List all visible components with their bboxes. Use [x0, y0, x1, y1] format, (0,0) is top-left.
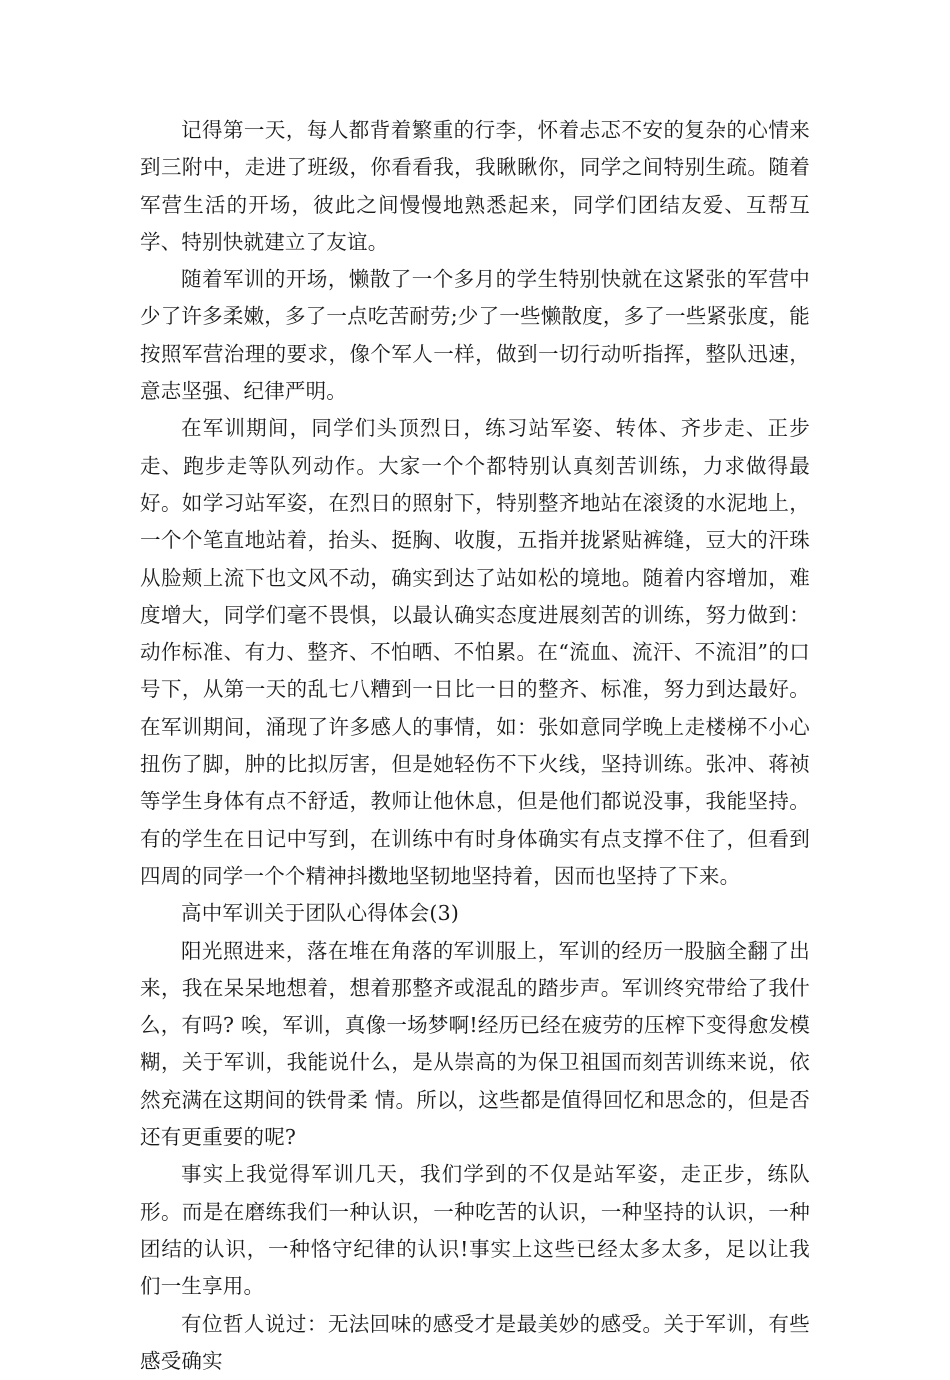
paragraph-sunlight: 阳光照进来，落在堆在角落的军训服上，军训的经历一股脑全翻了出来，我在呆呆地想着，想着那整齐或混乱的踏步声。军训终究带给了我什么，有吗? 唉，军训，真像一场梦啊!经历已经在疲劳的压榨下变得愈发模糊，关于军训，我能说什么，是从崇高的为保卫祖国而刻苦训练来说，依然充满在这期间的铁骨柔 情。所以，这些都是值得回忆和思念的，但是否还有更重要的呢? — [140, 933, 810, 1157]
paragraph-training-start: 随着军训的开场，懒散了一个多月的学生特别快就在这紧张的军营中少了许多柔嫩，多了一点吃苦耐劳;少了一些懒散度，多了一些紧张度，能按照军营治理的要求，像个军人一样，做到一切行动听指挥，整队迅速，意志坚强、纪律严明。 — [140, 261, 810, 410]
section-heading: 高中军训关于团队心得体会(3) — [140, 895, 810, 932]
paragraph-what-we-learned: 事实上我觉得军训几天，我们学到的不仅是站军姿，走正步，练队形。而是在磨练我们一种认识，一种吃苦的认识，一种坚持的认识，一种团结的认识，一种恪守纪律的认识!事实上这些已经太多太多，足以让我们一生享用。 — [140, 1156, 810, 1305]
document-body — [140, 112, 810, 1380]
paragraph-first-day: 记得第一天，每人都背着繁重的行李，怀着忐忑不安的复杂的心情来到三附中，走进了班级，你看看我，我瞅瞅你，同学之间特别生疏。随着军营生活的开场，彼此之间慢慢地熟悉起来，同学们团结友爱、互帮互学、特别快就建立了友谊。 — [140, 112, 810, 261]
paragraph-philosopher: 有位哲人说过：无法回味的感受才是最美妙的感受。关于军训，有些感受确实 — [140, 1306, 810, 1380]
paragraph-training-period: 在军训期间，同学们头顶烈日，练习站军姿、转体、齐步走、正步走、跑步走等队列动作。大家一个个都特别认真刻苦训练，力求做得最好。如学习站军姿，在烈日的照射下，特别整齐地站在滚烫的水泥地上，一个个笔直地站着，抬头、挺胸、收腹，五指并拢紧贴裤缝，豆大的汗珠从脸颊上流下也文风不动，确实到达了站如松的境地。随着内容增加，难度增大，同学们毫不畏惧，以最认确实态度进展刻苦的训练，努力做到：动作标准、有力、整齐、不怕晒、不怕累。在“流血、流汗、不流泪”的口号下，从第一天的乱七八糟到一日比一日的整齐、标准，努力到达最好。在军训期间，涌现了许多感人的事情，如：张如意同学晚上走楼梯不小心扭伤了脚，肿的比拟厉害，但是她轻伤不下火线，坚持训练。张冲、蒋祯等学生身体有点不舒适，教师让他休息，但是他们都说没事，我能坚持。有的学生在日记中写到，在训练中有时身体确实有点支撑不住了，但看到四周的同学一个个精神抖擞地坚韧地坚持着，因而也坚持了下来。 — [140, 410, 810, 895]
